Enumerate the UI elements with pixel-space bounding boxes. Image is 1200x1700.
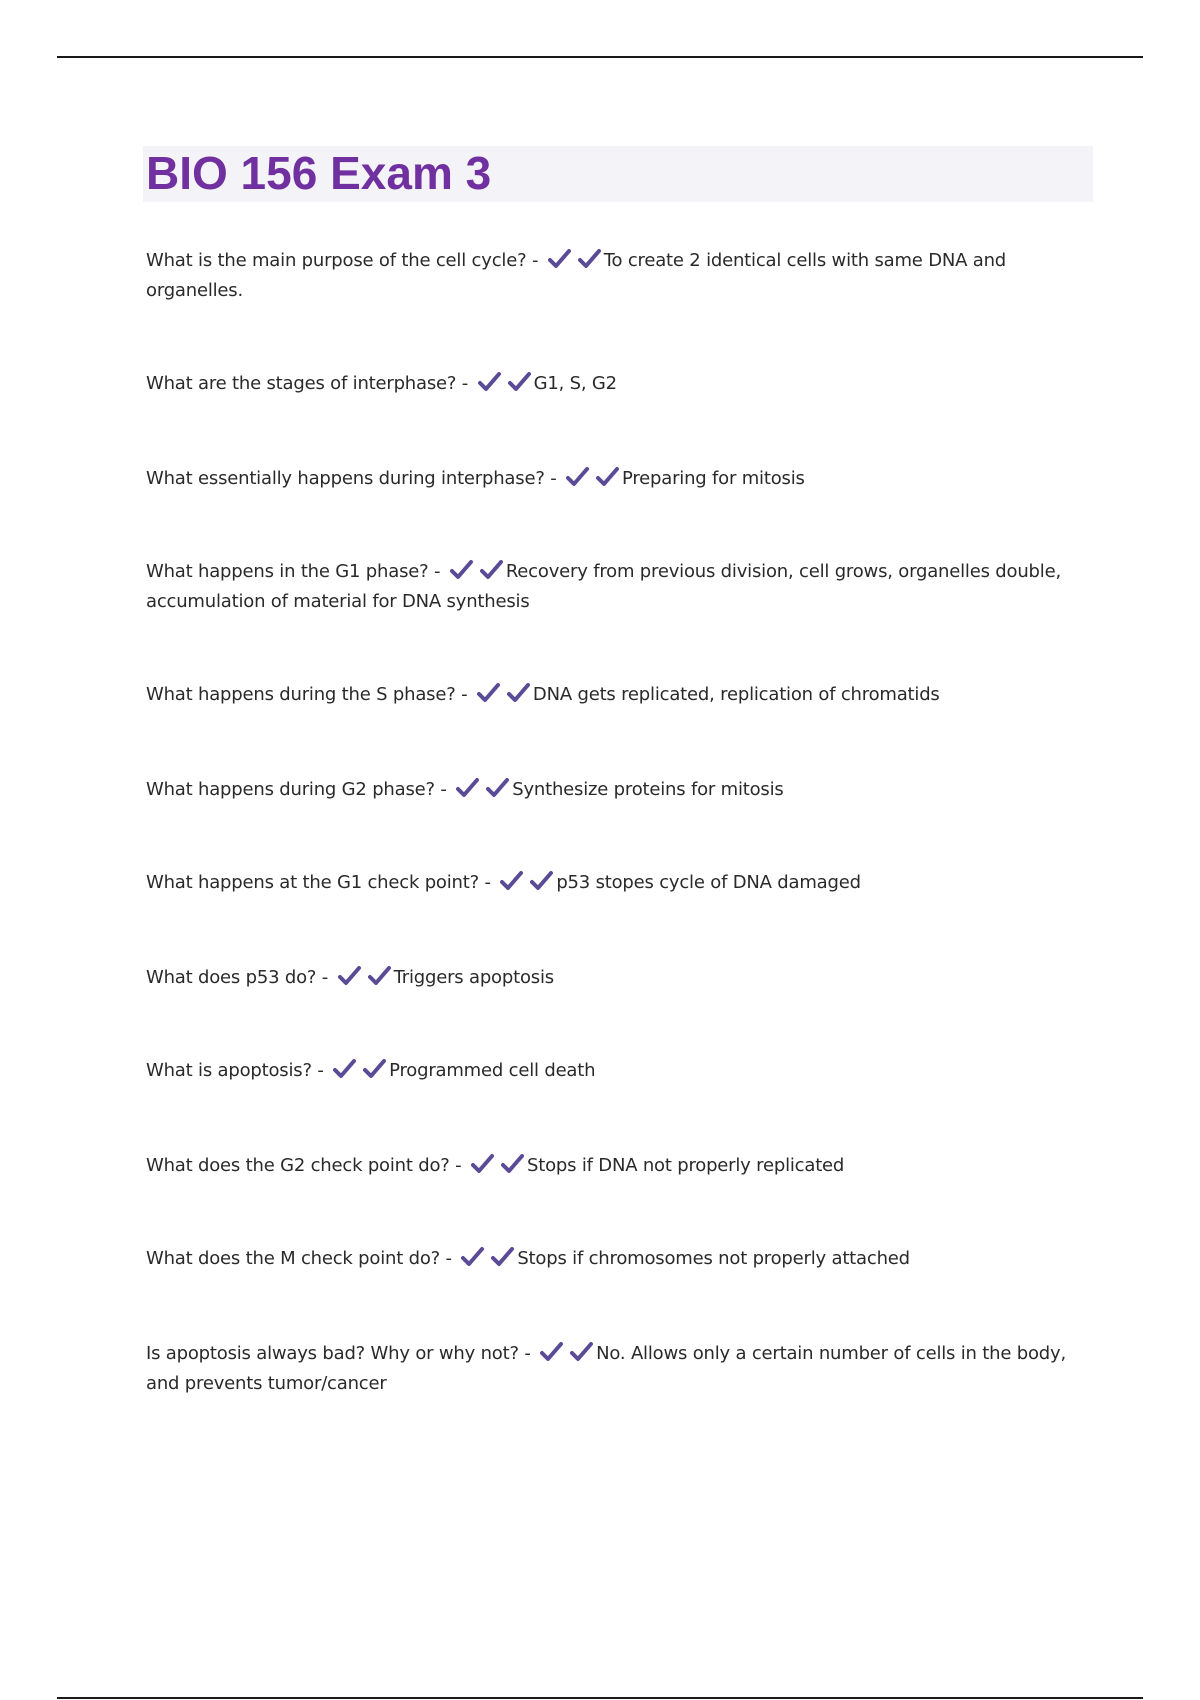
qa-item: [146, 557, 1091, 617]
qa-item: [146, 680, 940, 710]
question-text: What happens during G2 phase? -: [146, 779, 453, 800]
checkmark-icon: [491, 1246, 515, 1268]
question-text: What happens during the S phase? -: [146, 684, 473, 705]
document-title: BIO 156 Exam 3: [146, 147, 492, 199]
answer-text: p53 stopes cycle of DNA damaged: [556, 872, 861, 893]
answer-text: Triggers apoptosis: [393, 967, 554, 988]
answer-text: To create 2 identical cells with same DNA and organelles.: [146, 250, 1007, 301]
checkmark-icon: [508, 371, 532, 393]
checkmark-icon: [477, 682, 501, 704]
qa-item: [146, 1151, 844, 1181]
question-text: What does the M check point do? -: [146, 1248, 458, 1269]
checkmark-icon: [333, 1058, 357, 1080]
checkmark-icon: [548, 248, 572, 270]
checkmark-icon: [456, 777, 480, 799]
checkmark-icon: [596, 466, 620, 488]
checkmark-icon: [461, 1246, 485, 1268]
checkmark-icon: [501, 1153, 525, 1175]
question-text: What does p53 do? -: [146, 967, 334, 988]
checkmark-icon: [530, 870, 554, 892]
checkmark-icon: [368, 965, 392, 987]
header-rule: [57, 56, 1143, 58]
checkmark-icon: [540, 1341, 564, 1363]
question-text: What is the main purpose of the cell cycle? -: [146, 250, 544, 271]
qa-item: [146, 963, 554, 993]
qa-item: [146, 775, 784, 805]
checkmark-icon: [450, 559, 474, 581]
checkmark-icon: [578, 248, 602, 270]
question-text: What essentially happens during interphase? -: [146, 468, 563, 489]
checkmark-icon: [471, 1153, 495, 1175]
qa-item: [146, 1244, 910, 1274]
question-text: What are the stages of interphase? -: [146, 373, 474, 394]
qa-item: [146, 868, 861, 898]
question-text: Is apoptosis always bad? Why or why not? -: [146, 1343, 537, 1364]
qa-item: [146, 369, 617, 399]
qa-item: [146, 1056, 595, 1086]
answer-text: Stops if chromosomes not properly attached: [517, 1248, 910, 1269]
qa-item: [146, 464, 805, 494]
checkmark-icon: [363, 1058, 387, 1080]
answer-text: Programmed cell death: [389, 1060, 596, 1081]
checkmark-icon: [486, 777, 510, 799]
footer-rule: [57, 1697, 1143, 1699]
checkmark-icon: [570, 1341, 594, 1363]
checkmark-icon: [338, 965, 362, 987]
qa-item: [146, 1339, 1091, 1399]
answer-text: Synthesize proteins for mitosis: [512, 779, 784, 800]
question-text: What happens at the G1 check point? -: [146, 872, 497, 893]
question-text: What does the G2 check point do? -: [146, 1155, 467, 1176]
answer-text: DNA gets replicated, replication of chromatids: [532, 684, 940, 705]
answer-text: Recovery from previous division, cell grows, organelles double, accumulation of material for DNA synthesis: [146, 561, 1061, 612]
answer-text: Stops if DNA not properly replicated: [527, 1155, 845, 1176]
question-text: What happens in the G1 phase? -: [146, 561, 446, 582]
checkmark-icon: [566, 466, 590, 488]
checkmark-icon: [500, 870, 524, 892]
answer-text: Preparing for mitosis: [622, 468, 805, 489]
checkmark-icon: [480, 559, 504, 581]
checkmark-icon: [478, 371, 502, 393]
answer-text: G1, S, G2: [533, 373, 617, 394]
question-text: What is apoptosis? -: [146, 1060, 330, 1081]
answer-text: No. Allows only a certain number of cells in the body, and prevents tumor/cancer: [146, 1343, 1066, 1394]
checkmark-icon: [507, 682, 531, 704]
qa-item: [146, 246, 1091, 306]
